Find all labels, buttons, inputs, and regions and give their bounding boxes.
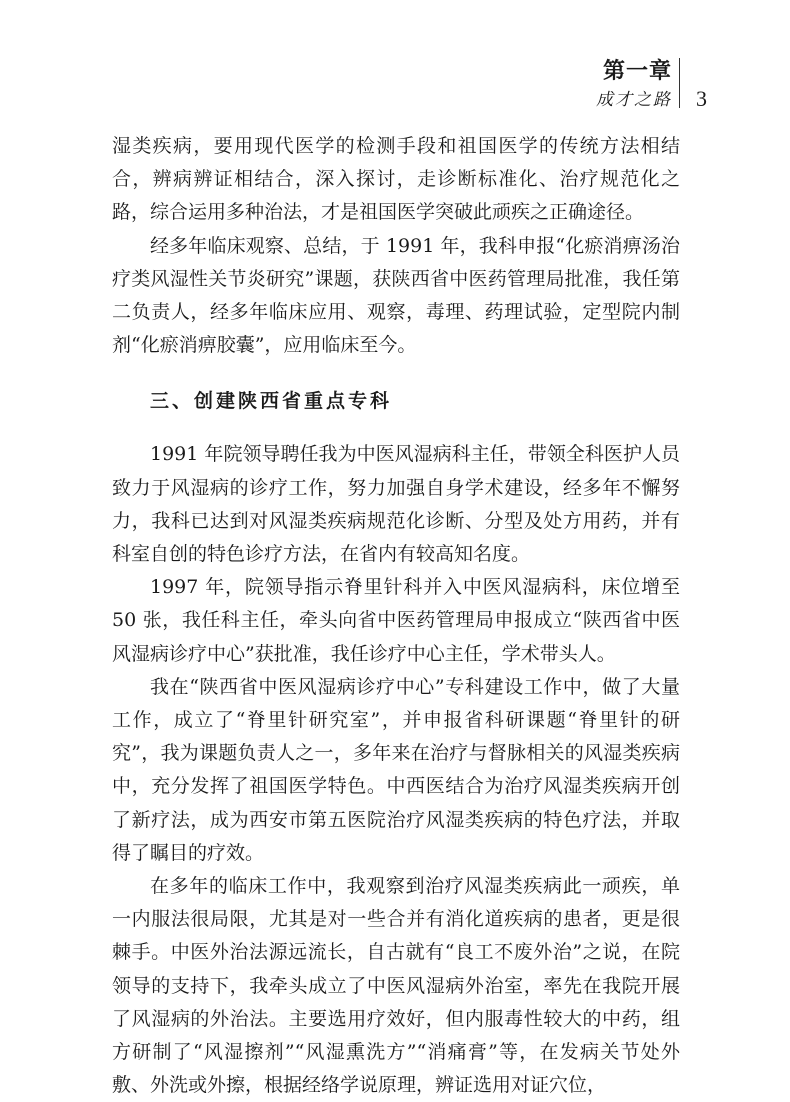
paragraph: 我在“陕西省中医风湿病诊疗中心”专科建设工作中，做了大量工作，成立了“脊里针研究室”，并申报省科研课题“脊里针的研究”，我为课题负责人之一，多年来在治疗与督脉相关的风湿类疾病中，充分发挥了祖国医学特色。中西医结合为治疗风湿类疾病开创了新疗法，成为西安市第五医院治疗风湿类疾病的特色疗法，并取得了瞩目的疗效。 <box>112 675 680 864</box>
body-text <box>112 130 680 1102</box>
paragraph: 1991 年院领导聘任我为中医风湿病科主任，带领全科医护人员致力于风湿病的诊疗工作，努力加强自身学术建设，经多年不懈努力，我科已达到对风湿类疾病规范化诊断、分型及处方用药，并有科室自创的特色诊疗方法，在省内有较高知名度。 <box>112 443 680 566</box>
section-heading: 三、创建陕西省重点专科 <box>150 390 393 413</box>
paragraph: 在多年的临床工作中，我观察到治疗风湿类疾病此一顽疾，单一内服法很局限，尤其是对一些合并有消化道疾病的患者，更是很棘手。中医外治法源远流长，自古就有“良工不废外治”之说，在院领导的支持下，我牵头成立了中医风湿病外治室，率先在我院开展了风湿病的外治法。主要选用疗效好，但内服毒性较大的中药，组方研制了“风湿擦剂”“风湿熏洗方”“消痛膏”等，在发病关节处外敷、外洗或外擦，根据经络学说原理，辨证选用对证穴位， <box>112 875 680 1097</box>
header-divider <box>679 58 680 108</box>
paragraph: 1997 年，院领导指示脊里针科并入中医风湿病科，床位增至 50 张，我任科主任，牵头向省中医药管理局申报成立“陕西省中医风湿病诊疗中心”获批准，我任诊疗中心主任，学术带头人。 <box>112 576 680 665</box>
page-number: 3 <box>696 86 707 111</box>
running-header <box>596 56 672 114</box>
chapter-title: 第一章 <box>602 58 672 84</box>
paragraph: 湿类疾病，要用现代医学的检测手段和祖国医学的传统方法相结合，辨病辨证相结合，深入探讨，走诊断标准化、治疗规范化之路，综合运用多种治法，才是祖国医学突破此顽疾之正确途径。 <box>112 135 680 224</box>
paragraph: 经多年临床观察、总结，于 1991 年，我科申报“化瘀消痹汤治疗类风湿性关节炎研究”课题，获陕西省中医药管理局批准，我任第二负责人，经多年临床应用、观察，毒理、药理试验，定型院内制剂“化瘀消痹胶囊”，应用临床至今。 <box>112 234 680 357</box>
chapter-subtitle: 成才之路 <box>596 90 672 110</box>
